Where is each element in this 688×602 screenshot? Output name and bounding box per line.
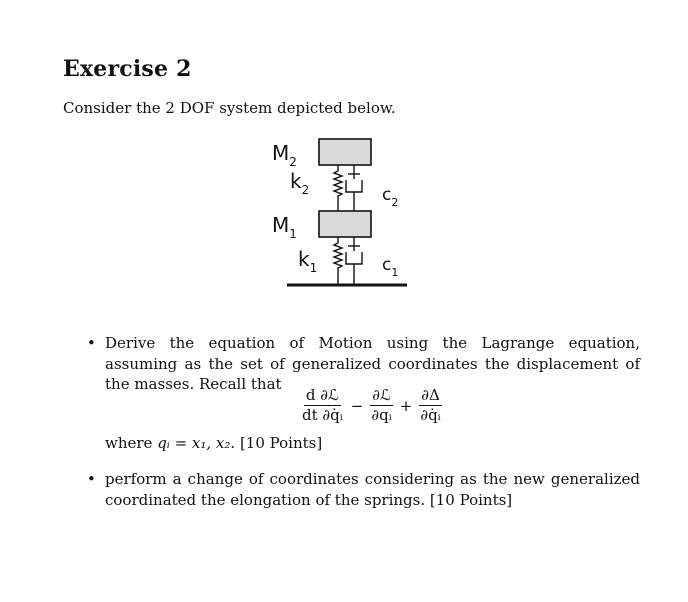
where-clause: where qᵢ = x₁, x₂. [10 Points] xyxy=(105,434,323,452)
exercise-intro: Consider the 2 DOF system depicted below. xyxy=(63,99,396,117)
task-2-text: perform a change of coordinates considering as the new generalized coordinated the elongation of the springs. [10 Points] xyxy=(105,470,640,509)
damper-c1 xyxy=(346,237,362,285)
mass-m1-block xyxy=(319,211,371,237)
bullet-1: • xyxy=(87,334,96,352)
task-1-text: Derive the equation of Motion using the Lagrange equation, assuming as the set of generalized coordinates the displacement of the masses. Recall that xyxy=(105,334,640,393)
label-m2: $M_2$ xyxy=(272,141,297,169)
term-3: $\frac{\partial\Delta}{\text{∂q̇ᵢ}}$ xyxy=(420,386,441,424)
exercise-title: Exercise 2 xyxy=(63,56,192,82)
mass-m2-block xyxy=(319,139,371,165)
plus-sign: + xyxy=(399,396,413,415)
label-k1: $k_1$ xyxy=(298,247,318,275)
term-2: $\frac{\text{∂ℒ}}{\text{∂qᵢ}}$ xyxy=(371,386,392,424)
spring-k1 xyxy=(334,237,342,285)
label-c1: $c_1$ xyxy=(382,255,399,279)
spring-k2 xyxy=(334,165,342,211)
label-m1: $M_1$ xyxy=(272,213,297,241)
minus-sign: − xyxy=(350,396,364,415)
bullet-2: • xyxy=(87,470,96,488)
damper-c2 xyxy=(346,165,362,211)
label-k2: $k_2$ xyxy=(290,169,310,197)
label-c2: $c_2$ xyxy=(382,185,399,209)
term-1: $\frac{\text{d ∂ℒ}}{\text{dt ∂q̇ᵢ}}$ xyxy=(302,386,343,424)
lagrange-equation xyxy=(300,386,443,425)
mass-spring-damper-figure xyxy=(262,130,432,300)
